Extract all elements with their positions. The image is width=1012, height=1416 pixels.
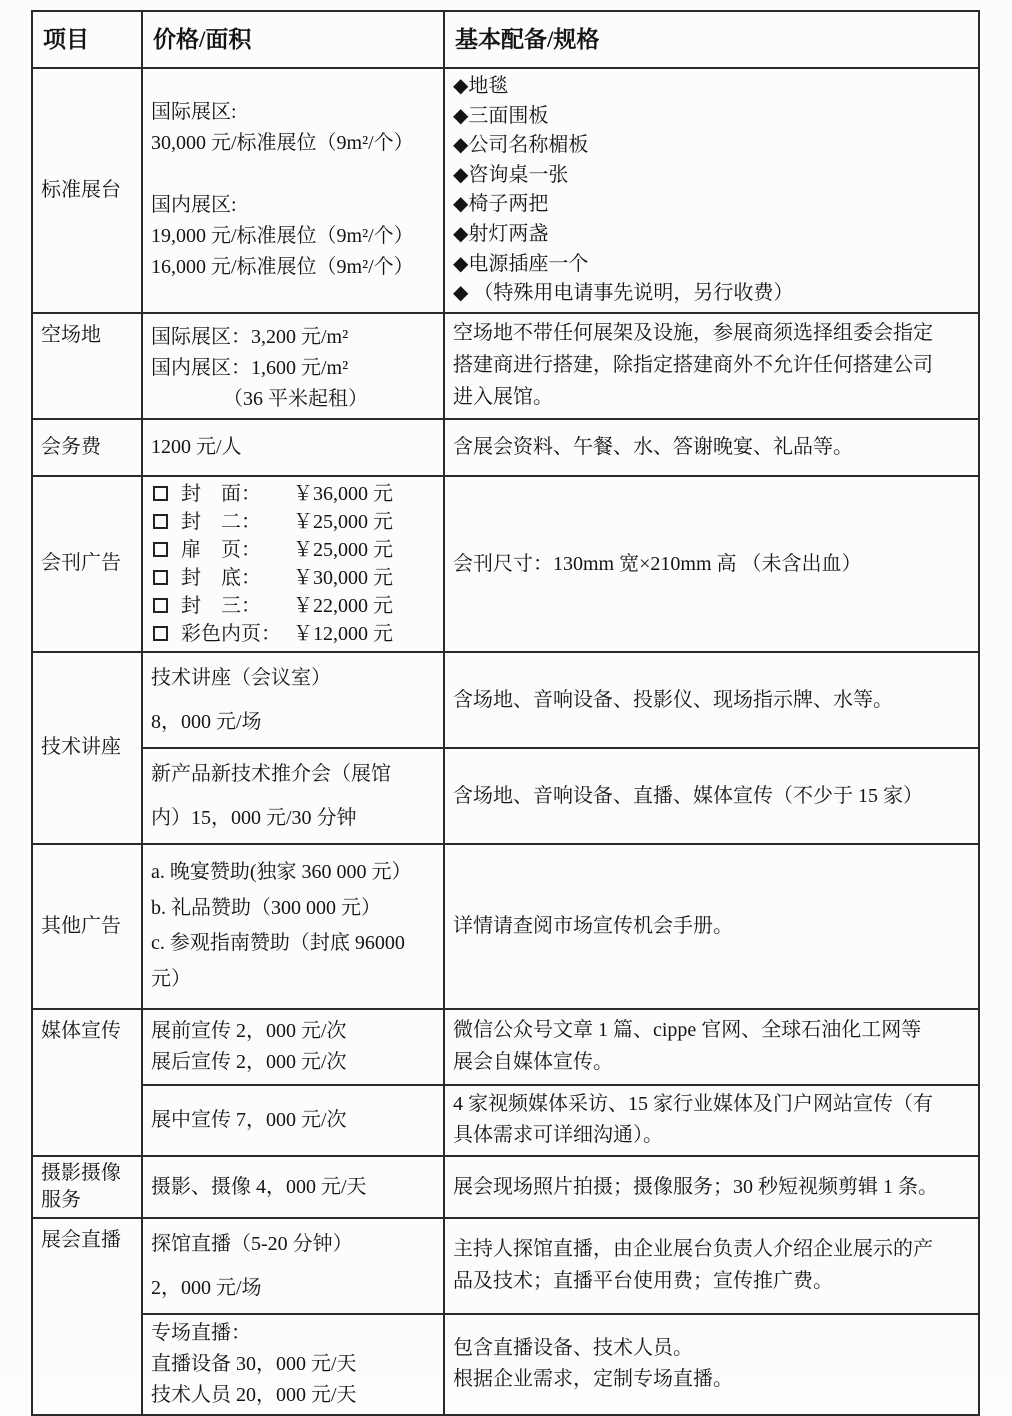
text-line: （36 平米起租） [223, 387, 368, 410]
text-line: 30,000 元/标准展位（9m²/个） [151, 132, 414, 155]
journal-ad-option-inside-front [151, 508, 435, 536]
text-line: 国际展区: [151, 101, 237, 124]
journal-ad-price: ￥36,000 元 [293, 482, 393, 505]
text-line: 技术讲座（会议室） [151, 666, 331, 689]
table-row-journal-ads [32, 476, 979, 652]
journal-ad-label: 封 面： [181, 482, 261, 505]
spec-cell-tech-seminar-1: 含场地、音响设备、投影仪、现场指示牌、水等。 [444, 652, 979, 748]
text-line: 2，000 元/场 [151, 1276, 262, 1299]
text-line: 展后宣传 2，000 元/次 [151, 1050, 347, 1073]
item-label-conference-fee: 会务费 [32, 419, 142, 476]
text-line: 展前宣传 2，000 元/次 [151, 1019, 347, 1042]
price-cell-journal-ads [142, 476, 444, 652]
journal-ad-price: ￥12,000 元 [293, 622, 393, 645]
table-row-conference-fee [32, 419, 979, 476]
journal-ad-label: 封 三： [181, 594, 261, 617]
spec-cell-raw-space [444, 313, 979, 419]
item-label-photo-service: 摄影摄像服务 [32, 1156, 142, 1218]
text-line: 根据企业需求，定制专场直播。 [453, 1368, 733, 1391]
spec-cell-conference-fee: 含展会资料、午餐、水、答谢晚宴、礼品等。 [444, 419, 979, 476]
text-line: 内）15，000 元/30 分钟 [151, 806, 357, 829]
price-cell-live-stream-2 [142, 1314, 444, 1415]
table-row-photo-service [32, 1156, 979, 1218]
column-header-spec: 基本配备/规格 [444, 11, 979, 68]
text-line: 具体需求可详细沟通）。 [453, 1124, 663, 1147]
text-line: ◆射灯两盏 [453, 222, 549, 245]
item-label-tech-seminar: 技术讲座 [32, 652, 142, 844]
text-line: 空场地不带任何展架及设施，参展商须选择组委会指定 [453, 322, 933, 345]
column-header-price: 价格/面积 [142, 11, 444, 68]
table-row-live-stream-1 [32, 1218, 979, 1314]
text-line: 国内展区: [151, 194, 237, 217]
journal-ad-label: 扉 页： [181, 538, 261, 561]
price-cell-tech-seminar-2 [142, 748, 444, 844]
spec-cell-live-stream-2 [444, 1314, 979, 1415]
spec-cell-standard-booth [444, 68, 979, 313]
journal-ad-price: ￥22,000 元 [293, 594, 393, 617]
text-line: ◆三面围板 [453, 104, 549, 127]
spec-cell-other-ads: 详情请查阅市场宣传机会手册。 [444, 844, 979, 1009]
text-line: c. 参观指南赞助（封底 96000 [151, 932, 405, 955]
journal-ad-label: 封 二： [181, 510, 261, 533]
text-line: b. 礼品赞助（300 000 元） [151, 896, 381, 919]
checkbox-icon [153, 626, 168, 641]
text-line [151, 159, 435, 190]
item-label-journal-ads: 会刊广告 [32, 476, 142, 652]
checkbox-icon [153, 598, 168, 613]
journal-ad-label: 封 底： [181, 566, 261, 589]
text-line: 直播设备 30，000 元/天 [151, 1352, 357, 1375]
journal-ad-option-color-inner [151, 620, 435, 648]
text-line: 新产品新技术推介会（展馆 [151, 762, 391, 785]
table-row-tech-seminar-1 [32, 652, 979, 748]
journal-ad-option-back-cover [151, 564, 435, 592]
text-line: 探馆直播（5-20 分钟） [151, 1232, 353, 1255]
table-row-standard-booth [32, 68, 979, 313]
text-line: 专场直播： [151, 1321, 251, 1344]
text-line: ◆公司名称楣板 [453, 134, 589, 157]
table-row-live-stream-2 [32, 1314, 979, 1415]
checkbox-icon [153, 570, 168, 585]
text-line: ◆地毯 [453, 75, 509, 97]
item-label-live-stream: 展会直播 [32, 1218, 142, 1415]
table-row-tech-seminar-2 [32, 748, 979, 844]
item-label-raw-space: 空场地 [32, 313, 142, 419]
spec-cell-media-promo-1 [444, 1009, 979, 1085]
journal-ad-price: ￥25,000 元 [293, 510, 393, 533]
journal-ad-option-cover [151, 480, 435, 508]
price-cell-tech-seminar-1 [142, 652, 444, 748]
table-row-raw-space [32, 313, 979, 419]
spec-cell-media-promo-2 [444, 1085, 979, 1156]
text-line: 16,000 元/标准展位（9m²/个） [151, 256, 414, 279]
text-line: ◆咨询桌一张 [453, 163, 569, 186]
journal-ad-option-title-page [151, 536, 435, 564]
price-cell-live-stream-1 [142, 1218, 444, 1314]
journal-ad-price: ￥25,000 元 [293, 538, 393, 561]
spec-cell-live-stream-1 [444, 1218, 979, 1314]
text-line: ◆椅子两把 [453, 193, 549, 216]
price-cell-photo-service: 摄影、摄像 4，000 元/天 [142, 1156, 444, 1218]
table-row-media-promo-2 [32, 1085, 979, 1156]
table-row-other-ads [32, 844, 979, 1009]
journal-ad-price: ￥30,000 元 [293, 566, 393, 589]
text-line: a. 晚宴赞助(独家 360 000 元） [151, 861, 412, 884]
spec-cell-photo-service: 展会现场照片拍摄；摄像服务；30 秒短视频剪辑 1 条。 [444, 1156, 979, 1218]
spec-cell-journal-ads: 会刊尺寸：130mm 宽×210mm 高 （未含出血） [444, 476, 979, 652]
text-line: 品及技术；直播平台使用费；宣传推广费。 [453, 1269, 833, 1292]
price-table [31, 10, 980, 1416]
checkbox-icon [153, 542, 168, 557]
text-line: 19,000 元/标准展位（9m²/个） [151, 225, 414, 248]
text-line: 展会自媒体宣传。 [453, 1050, 613, 1073]
text-line: 国内展区：1,600 元/m² [151, 356, 349, 379]
text-line: ◆电源插座一个 [453, 252, 589, 275]
text-line: 进入展馆。 [453, 385, 553, 408]
table-header-row [32, 11, 979, 68]
item-label-other-ads: 其他广告 [32, 844, 142, 1009]
text-line: ◆ （特殊用电请事先说明，另行收费） [453, 282, 794, 305]
price-cell-other-ads [142, 844, 444, 1009]
text-line: 主持人探馆直播，由企业展台负责人介绍企业展示的产 [453, 1238, 933, 1261]
text-line: 8，000 元/场 [151, 710, 262, 733]
journal-ad-label: 彩色内页： [181, 622, 281, 645]
text-line: 微信公众号文章 1 篇、cippe 官网、全球石油化工网等 [453, 1019, 922, 1042]
text-line: 搭建商进行搭建，除指定搭建商外不允许任何搭建公司 [453, 353, 933, 376]
item-label-standard-booth: 标准展台 [32, 68, 142, 313]
text-line: 元） [151, 967, 191, 990]
table-row-media-promo-1 [32, 1009, 979, 1085]
item-label-media-promo: 媒体宣传 [32, 1009, 142, 1156]
text-line: 技术人员 20，000 元/天 [151, 1383, 357, 1406]
price-cell-standard-booth [142, 68, 444, 313]
price-cell-media-promo-2: 展中宣传 7，000 元/次 [142, 1085, 444, 1156]
checkbox-icon [153, 514, 168, 529]
text-line: 包含直播设备、技术人员。 [453, 1336, 693, 1359]
checkbox-icon [153, 486, 168, 501]
spec-cell-tech-seminar-2: 含场地、音响设备、直播、媒体宣传（不少于 15 家） [444, 748, 979, 844]
text-line: 4 家视频媒体采访、15 家行业媒体及门户网站宣传（有 [453, 1092, 933, 1115]
text-line: 国际展区：3,200 元/m² [151, 325, 349, 348]
price-cell-conference-fee: 1200 元/人 [142, 419, 444, 476]
price-cell-raw-space [142, 313, 444, 419]
column-header-item: 项目 [32, 11, 142, 68]
journal-ad-option-inside-back [151, 592, 435, 620]
price-cell-media-promo-1 [142, 1009, 444, 1085]
